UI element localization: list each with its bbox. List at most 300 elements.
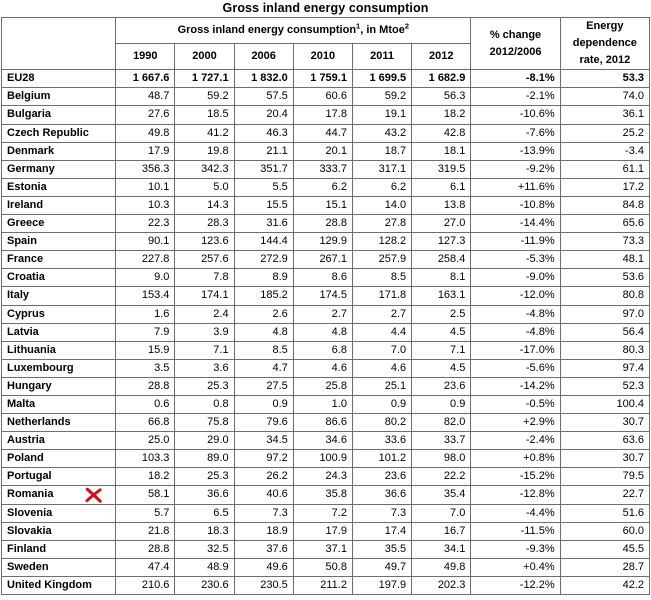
cell-2000: 19.8 <box>175 142 234 160</box>
table-row <box>2 432 650 450</box>
table-row <box>2 522 650 540</box>
cell-2000: 14.3 <box>175 196 234 214</box>
cell-2012: 16.7 <box>412 522 471 540</box>
cell-2012: 319.5 <box>412 160 471 178</box>
cell-2000: 0.8 <box>175 395 234 413</box>
cell-2006: 230.5 <box>234 576 293 594</box>
cell-2011: 1 699.5 <box>352 70 411 88</box>
cell-2012: 2.5 <box>412 305 471 323</box>
cell-1990: 10.3 <box>116 196 175 214</box>
table-row <box>2 486 650 504</box>
cell-pct-change: -14.4% <box>471 215 560 233</box>
page-title: Gross inland energy consumption <box>222 1 429 15</box>
cell-dependence: 30.7 <box>560 414 649 432</box>
header-pct-change <box>471 18 560 70</box>
cell-2010: 7.2 <box>293 504 352 522</box>
header-year-2012: 2012 <box>412 44 471 70</box>
cell-2011: 171.8 <box>352 287 411 305</box>
cell-dependence: 60.0 <box>560 522 649 540</box>
cell-2011: 101.2 <box>352 450 411 468</box>
cell-2010: 50.8 <box>293 558 352 576</box>
table-header <box>2 18 650 70</box>
cell-country: United Kingdom <box>2 576 116 594</box>
cell-2012: 18.2 <box>412 106 471 124</box>
header-row-top <box>2 18 650 44</box>
cell-pct-change: -15.2% <box>471 468 560 486</box>
cell-dependence: 79.5 <box>560 468 649 486</box>
cell-2000: 174.1 <box>175 287 234 305</box>
cell-1990: 15.9 <box>116 341 175 359</box>
cell-1990: 21.8 <box>116 522 175 540</box>
cell-country: Lithuania <box>2 341 116 359</box>
cell-dependence: 45.5 <box>560 540 649 558</box>
header-group-label: Gross inland energy consumption <box>177 24 357 37</box>
table-row <box>2 395 650 413</box>
cell-2000: 1 727.1 <box>175 70 234 88</box>
cell-pct-change: -8.1% <box>471 70 560 88</box>
cell-1990: 3.5 <box>116 359 175 377</box>
table-row <box>2 106 650 124</box>
cell-dependence: 73.3 <box>560 233 649 251</box>
cell-dependence: 17.2 <box>560 178 649 196</box>
header-group-units: , in Mtoe <box>360 24 405 37</box>
cell-dependence: 25.2 <box>560 124 649 142</box>
cell-2006: 34.5 <box>234 432 293 450</box>
cell-2012: 258.4 <box>412 251 471 269</box>
cell-2012: 6.1 <box>412 178 471 196</box>
table-row <box>2 88 650 106</box>
cell-2000: 41.2 <box>175 124 234 142</box>
table-row <box>2 540 650 558</box>
header-dependence-line3: rate, 2012 <box>579 54 631 67</box>
cell-2012: 42.8 <box>412 124 471 142</box>
cell-2010: 1.0 <box>293 395 352 413</box>
cell-1990: 49.8 <box>116 124 175 142</box>
cell-2010: 25.8 <box>293 377 352 395</box>
cell-country: EU28 <box>2 70 116 88</box>
cell-2011: 49.7 <box>352 558 411 576</box>
cell-2011: 33.6 <box>352 432 411 450</box>
cell-2006: 0.9 <box>234 395 293 413</box>
cell-2010: 17.9 <box>293 522 352 540</box>
cell-dependence: 84.8 <box>560 196 649 214</box>
table-row <box>2 450 650 468</box>
table-row <box>2 287 650 305</box>
cell-1990: 47.4 <box>116 558 175 576</box>
cell-2006: 46.3 <box>234 124 293 142</box>
cell-2006: 2.6 <box>234 305 293 323</box>
cell-1990: 18.2 <box>116 468 175 486</box>
cell-2000: 28.3 <box>175 215 234 233</box>
cell-2010: 44.7 <box>293 124 352 142</box>
cell-2010: 6.2 <box>293 178 352 196</box>
cell-2006: 49.6 <box>234 558 293 576</box>
cell-country: Malta <box>2 395 116 413</box>
cell-country: Ireland <box>2 196 116 214</box>
table-row <box>2 414 650 432</box>
cell-dependence: -3.4 <box>560 142 649 160</box>
cell-2012: 23.6 <box>412 377 471 395</box>
cell-2006: 31.6 <box>234 215 293 233</box>
cell-2010: 60.6 <box>293 88 352 106</box>
cell-country: Poland <box>2 450 116 468</box>
cell-2006: 8.5 <box>234 341 293 359</box>
cell-1990: 66.8 <box>116 414 175 432</box>
cell-pct-change: -13.9% <box>471 142 560 160</box>
cell-country: Slovenia <box>2 504 116 522</box>
cell-2011: 59.2 <box>352 88 411 106</box>
cell-1990: 7.9 <box>116 323 175 341</box>
cell-2006: 97.2 <box>234 450 293 468</box>
cell-2011: 80.2 <box>352 414 411 432</box>
cell-dependence: 51.6 <box>560 504 649 522</box>
cell-pct-change: -0.5% <box>471 395 560 413</box>
cell-country: Italy <box>2 287 116 305</box>
cell-2000: 89.0 <box>175 450 234 468</box>
cell-2012: 98.0 <box>412 450 471 468</box>
cell-2010: 34.6 <box>293 432 352 450</box>
cell-dependence: 56.4 <box>560 323 649 341</box>
cell-2011: 23.6 <box>352 468 411 486</box>
cell-2011: 17.4 <box>352 522 411 540</box>
cell-dependence: 74.0 <box>560 88 649 106</box>
cell-2006: 144.4 <box>234 233 293 251</box>
red-x-mark <box>84 486 103 503</box>
cell-2010: 24.3 <box>293 468 352 486</box>
cell-dependence: 28.7 <box>560 558 649 576</box>
cell-country: Denmark <box>2 142 116 160</box>
cell-2011: 27.8 <box>352 215 411 233</box>
cell-2012: 4.5 <box>412 323 471 341</box>
table-row <box>2 323 650 341</box>
cell-2006: 1 832.0 <box>234 70 293 88</box>
cell-2011: 7.3 <box>352 504 411 522</box>
cell-2012: 34.1 <box>412 540 471 558</box>
cell-country: Estonia <box>2 178 116 196</box>
cell-pct-change: -7.6% <box>471 124 560 142</box>
cell-2006: 5.5 <box>234 178 293 196</box>
cell-dependence: 80.3 <box>560 341 649 359</box>
cell-2010: 4.6 <box>293 359 352 377</box>
cell-pct-change: -14.2% <box>471 377 560 395</box>
cell-pct-change: -9.3% <box>471 540 560 558</box>
cell-2010: 1 759.1 <box>293 70 352 88</box>
cell-2011: 19.1 <box>352 106 411 124</box>
cell-dependence: 30.7 <box>560 450 649 468</box>
cell-2012: 27.0 <box>412 215 471 233</box>
cell-pct-change: -2.1% <box>471 88 560 106</box>
cell-2012: 163.1 <box>412 287 471 305</box>
table-row <box>2 468 650 486</box>
cell-2006: 79.6 <box>234 414 293 432</box>
cell-pct-change: -10.6% <box>471 106 560 124</box>
cell-dependence: 100.4 <box>560 395 649 413</box>
cell-2011: 6.2 <box>352 178 411 196</box>
cell-pct-change: -4.8% <box>471 305 560 323</box>
cell-2011: 25.1 <box>352 377 411 395</box>
cell-2011: 0.9 <box>352 395 411 413</box>
cell-2012: 1 682.9 <box>412 70 471 88</box>
cell-2000: 25.3 <box>175 377 234 395</box>
cell-2010: 333.7 <box>293 160 352 178</box>
cell-pct-change: -9.0% <box>471 269 560 287</box>
cell-country: Sweden <box>2 558 116 576</box>
header-group-consumption <box>116 18 471 44</box>
cell-pct-change: -11.5% <box>471 522 560 540</box>
cell-2010: 100.9 <box>293 450 352 468</box>
cell-1990: 28.8 <box>116 377 175 395</box>
cell-country: Belgium <box>2 88 116 106</box>
cell-country: Germany <box>2 160 116 178</box>
header-pct-change-line2: 2012/2006 <box>489 45 542 58</box>
cell-2011: 317.1 <box>352 160 411 178</box>
cell-2000: 342.3 <box>175 160 234 178</box>
cell-2010: 129.9 <box>293 233 352 251</box>
cell-2012: 4.5 <box>412 359 471 377</box>
cell-dependence: 80.8 <box>560 287 649 305</box>
cell-2000: 59.2 <box>175 88 234 106</box>
cell-1990: 1 667.6 <box>116 70 175 88</box>
cell-2006: 351.7 <box>234 160 293 178</box>
cell-pct-change: +0.8% <box>471 450 560 468</box>
table-row <box>2 305 650 323</box>
cell-2010: 2.7 <box>293 305 352 323</box>
cell-2012: 49.8 <box>412 558 471 576</box>
cell-2000: 75.8 <box>175 414 234 432</box>
header-dependence-line2: dependence <box>572 37 637 50</box>
cell-2000: 7.1 <box>175 341 234 359</box>
table-row <box>2 142 650 160</box>
cell-2010: 6.8 <box>293 341 352 359</box>
cell-dependence: 63.6 <box>560 432 649 450</box>
cell-2010: 4.8 <box>293 323 352 341</box>
cell-2010: 28.8 <box>293 215 352 233</box>
cell-pct-change: -12.0% <box>471 287 560 305</box>
cell-country: Croatia <box>2 269 116 287</box>
cell-country: Romania <box>2 486 116 504</box>
cell-1990: 227.8 <box>116 251 175 269</box>
cell-1990: 153.4 <box>116 287 175 305</box>
cell-2006: 37.6 <box>234 540 293 558</box>
cell-pct-change: -10.8% <box>471 196 560 214</box>
cell-2000: 18.3 <box>175 522 234 540</box>
cell-1990: 356.3 <box>116 160 175 178</box>
cell-2000: 3.9 <box>175 323 234 341</box>
cell-country: Spain <box>2 233 116 251</box>
cell-2011: 14.0 <box>352 196 411 214</box>
cell-dependence: 52.3 <box>560 377 649 395</box>
table-row <box>2 251 650 269</box>
footnote-marker-1: 1 <box>356 21 361 31</box>
cell-2010: 15.1 <box>293 196 352 214</box>
cell-dependence: 53.3 <box>560 70 649 88</box>
cell-2006: 18.9 <box>234 522 293 540</box>
cell-pct-change: -12.8% <box>471 486 560 504</box>
cell-1990: 22.3 <box>116 215 175 233</box>
cell-pct-change: +11.6% <box>471 178 560 196</box>
cell-1990: 10.1 <box>116 178 175 196</box>
header-year-2011: 2011 <box>352 44 411 70</box>
cell-2006: 272.9 <box>234 251 293 269</box>
cell-dependence: 22.7 <box>560 486 649 504</box>
header-year-2000: 2000 <box>175 44 234 70</box>
cell-2011: 4.4 <box>352 323 411 341</box>
table-row <box>2 70 650 88</box>
cell-2010: 37.1 <box>293 540 352 558</box>
header-pct-change-line1: % change <box>489 28 542 41</box>
cell-2012: 22.2 <box>412 468 471 486</box>
cell-country: Hungary <box>2 377 116 395</box>
cell-2006: 4.8 <box>234 323 293 341</box>
cell-dependence: 36.1 <box>560 106 649 124</box>
cell-2011: 18.7 <box>352 142 411 160</box>
table-row <box>2 178 650 196</box>
table-row <box>2 377 650 395</box>
cell-country: Latvia <box>2 323 116 341</box>
cell-2000: 257.6 <box>175 251 234 269</box>
cell-1990: 210.6 <box>116 576 175 594</box>
cell-2000: 29.0 <box>175 432 234 450</box>
cell-2010: 8.6 <box>293 269 352 287</box>
cell-country: Netherlands <box>2 414 116 432</box>
cell-2012: 0.9 <box>412 395 471 413</box>
cell-pct-change: +0.4% <box>471 558 560 576</box>
cell-2006: 40.6 <box>234 486 293 504</box>
cell-country: France <box>2 251 116 269</box>
table-row <box>2 160 650 178</box>
cell-country: Luxembourg <box>2 359 116 377</box>
cell-2011: 7.0 <box>352 341 411 359</box>
cell-country: Bulgaria <box>2 106 116 124</box>
cell-1990: 28.8 <box>116 540 175 558</box>
cell-country: Finland <box>2 540 116 558</box>
cell-pct-change: -11.9% <box>471 233 560 251</box>
cell-country: Cyprus <box>2 305 116 323</box>
cell-2010: 174.5 <box>293 287 352 305</box>
cell-2012: 202.3 <box>412 576 471 594</box>
cell-1990: 48.7 <box>116 88 175 106</box>
cell-2012: 7.1 <box>412 341 471 359</box>
cell-2010: 86.6 <box>293 414 352 432</box>
cell-country: Portugal <box>2 468 116 486</box>
cell-2006: 20.4 <box>234 106 293 124</box>
cell-2011: 197.9 <box>352 576 411 594</box>
cell-2011: 8.5 <box>352 269 411 287</box>
cell-1990: 1.6 <box>116 305 175 323</box>
cell-2000: 18.5 <box>175 106 234 124</box>
cell-1990: 17.9 <box>116 142 175 160</box>
cell-1990: 0.6 <box>116 395 175 413</box>
cell-2012: 35.4 <box>412 486 471 504</box>
cell-2006: 27.5 <box>234 377 293 395</box>
table-row <box>2 504 650 522</box>
footnote-marker-2: 2 <box>404 21 409 31</box>
cell-2011: 2.7 <box>352 305 411 323</box>
cell-2010: 267.1 <box>293 251 352 269</box>
table-row <box>2 558 650 576</box>
cell-2011: 36.6 <box>352 486 411 504</box>
cell-2000: 25.3 <box>175 468 234 486</box>
cell-2011: 128.2 <box>352 233 411 251</box>
cell-2012: 13.8 <box>412 196 471 214</box>
table-row <box>2 215 650 233</box>
cell-1990: 9.0 <box>116 269 175 287</box>
cell-2011: 4.6 <box>352 359 411 377</box>
energy-consumption-table <box>1 17 650 595</box>
table-row <box>2 233 650 251</box>
cell-pct-change: -4.4% <box>471 504 560 522</box>
cell-country: Greece <box>2 215 116 233</box>
cell-1990: 103.3 <box>116 450 175 468</box>
cell-pct-change: -17.0% <box>471 341 560 359</box>
cell-1990: 90.1 <box>116 233 175 251</box>
table-row <box>2 576 650 594</box>
cell-1990: 27.6 <box>116 106 175 124</box>
cell-dependence: 48.1 <box>560 251 649 269</box>
cell-2010: 211.2 <box>293 576 352 594</box>
cell-2000: 3.6 <box>175 359 234 377</box>
cell-pct-change: -12.2% <box>471 576 560 594</box>
cell-pct-change: -5.3% <box>471 251 560 269</box>
table-row <box>2 359 650 377</box>
cell-1990: 25.0 <box>116 432 175 450</box>
cell-country: Austria <box>2 432 116 450</box>
cell-2012: 33.7 <box>412 432 471 450</box>
header-year-2010: 2010 <box>293 44 352 70</box>
cell-dependence: 97.0 <box>560 305 649 323</box>
cell-2012: 56.3 <box>412 88 471 106</box>
cell-2012: 7.0 <box>412 504 471 522</box>
cell-2000: 5.0 <box>175 178 234 196</box>
cell-2006: 57.5 <box>234 88 293 106</box>
header-corner-blank <box>2 18 116 70</box>
cell-2006: 4.7 <box>234 359 293 377</box>
cell-country: Czech Republic <box>2 124 116 142</box>
cell-2006: 8.9 <box>234 269 293 287</box>
cell-2010: 17.8 <box>293 106 352 124</box>
cell-pct-change: -4.8% <box>471 323 560 341</box>
header-dependence-line1: Energy <box>586 20 624 32</box>
cell-2006: 21.1 <box>234 142 293 160</box>
cell-2010: 35.8 <box>293 486 352 504</box>
cell-pct-change: -5.6% <box>471 359 560 377</box>
cell-2006: 26.2 <box>234 468 293 486</box>
cell-2000: 48.9 <box>175 558 234 576</box>
cell-2006: 7.3 <box>234 504 293 522</box>
table-body <box>2 70 650 595</box>
table-row <box>2 196 650 214</box>
cell-dependence: 97.4 <box>560 359 649 377</box>
header-year-1990: 1990 <box>116 44 175 70</box>
cell-2000: 6.5 <box>175 504 234 522</box>
cell-1990: 58.1 <box>116 486 175 504</box>
cell-dependence: 42.2 <box>560 576 649 594</box>
cell-dependence: 61.1 <box>560 160 649 178</box>
cell-2000: 123.6 <box>175 233 234 251</box>
cell-2012: 18.1 <box>412 142 471 160</box>
header-energy-dependence <box>560 18 649 70</box>
cell-pct-change: -9.2% <box>471 160 560 178</box>
cell-pct-change: -2.4% <box>471 432 560 450</box>
cell-2006: 185.2 <box>234 287 293 305</box>
cell-2012: 127.3 <box>412 233 471 251</box>
cell-2000: 32.5 <box>175 540 234 558</box>
cell-2000: 230.6 <box>175 576 234 594</box>
cell-2000: 2.4 <box>175 305 234 323</box>
cell-2000: 36.6 <box>175 486 234 504</box>
cell-dependence: 53.6 <box>560 269 649 287</box>
table-row <box>2 269 650 287</box>
